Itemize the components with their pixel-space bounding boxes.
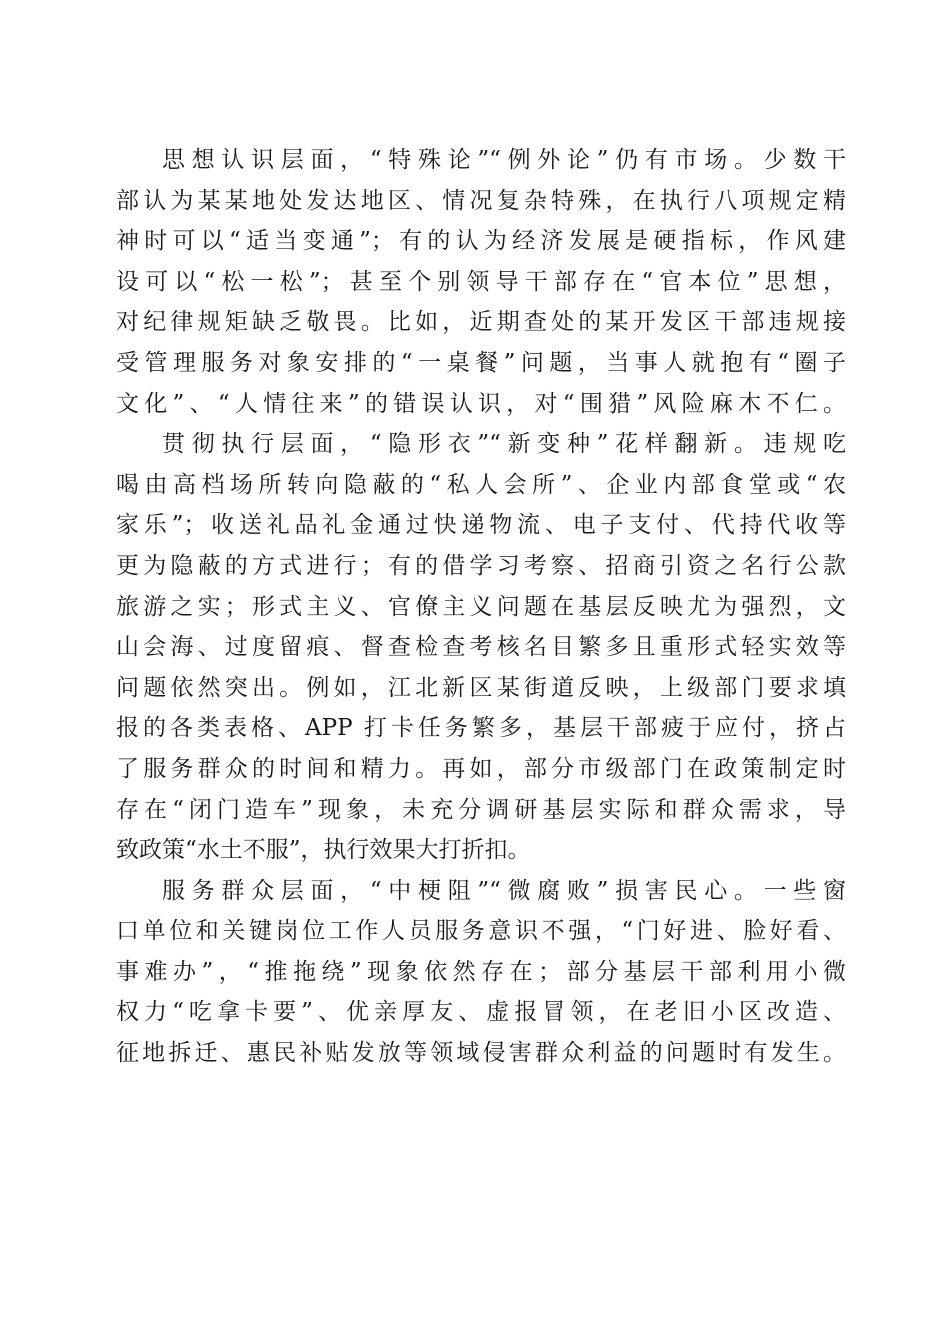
paragraph-line: 受管理服务对象安排的“一桌餐”问题，当事人就抱有“圈子 [116,349,846,376]
paragraph-line: 征地拆迁、惠民补贴发放等领域侵害群众利益的问题时有发生。 [116,1040,846,1067]
paragraph-line: 神时可以“适当变通”；有的认为经济发展是硬指标，作风建 [116,228,846,255]
paragraph-line: 部认为某某地处发达地区、情况复杂特殊，在执行八项规定精 [116,187,846,214]
paragraph-line: 口单位和关键岗位工作人员服务意识不强，“门好进、脸好看、 [116,918,846,945]
paragraph-line: 致政策“水土不服”，执行效果大打折扣。 [116,837,531,864]
paragraph-line: 旅游之实；形式主义、官僚主义问题在基层反映尤为强烈，文 [116,593,846,620]
paragraph-line: 文化”、“人情往来”的错误认识，对“围猎”风险麻木不仁。 [116,390,846,417]
paragraph-line: 更为隐蔽的方式进行；有的借学习考察、招商引资之名行公款 [116,552,846,579]
paragraph-line: 贯彻执行层面，“隐形衣”“新变种”花样翻新。违规吃 [162,431,846,458]
paragraph-serving-the-public [116,871,846,1074]
paragraph-line: 家乐”；收送礼品礼金通过快递物流、电子支付、代持代收等 [116,512,846,539]
paragraph-line: 存在“闭门造车”现象，未充分调研基层实际和群众需求，导 [116,796,846,823]
paragraph-line: 了服务群众的时间和精力。再如，部分市级部门在政策制定时 [116,755,846,782]
paragraph-line: 对纪律规矩缺乏敬畏。比如，近期查处的某开发区干部违规接 [116,309,846,336]
paragraph-line: 设可以“松一松”；甚至个别领导干部存在“官本位”思想， [116,268,846,295]
document-body [116,140,846,1074]
paragraph-line: 服务群众层面，“中梗阻”“微腐败”损害民心。一些窗 [162,877,846,904]
paragraph-line: 山会海、过度留痕、督查检查考核名目繁多且重形式轻实效等 [116,634,846,661]
paragraph-line: 权力“吃拿卡要”、优亲厚友、虚报冒领，在老旧小区改造、 [116,999,846,1026]
paragraph-line: 问题依然突出。例如，江北新区某街道反映，上级部门要求填 [116,674,846,701]
paragraph-line: 事难办”，“推拖绕”现象依然存在；部分基层干部利用小微 [116,958,846,985]
paragraph-implementation [116,424,846,871]
paragraph-line: 报的各类表格、APP 打卡任务繁多，基层干部疲于应付，挤占 [116,715,846,742]
paragraph-ideological-awareness [116,140,846,424]
paragraph-line: 思想认识层面，“特殊论”“例外论”仍有市场。少数干 [162,147,846,173]
paragraph-line: 喝由高档场所转向隐蔽的“私人会所”、企业内部食堂或“农 [116,471,846,498]
